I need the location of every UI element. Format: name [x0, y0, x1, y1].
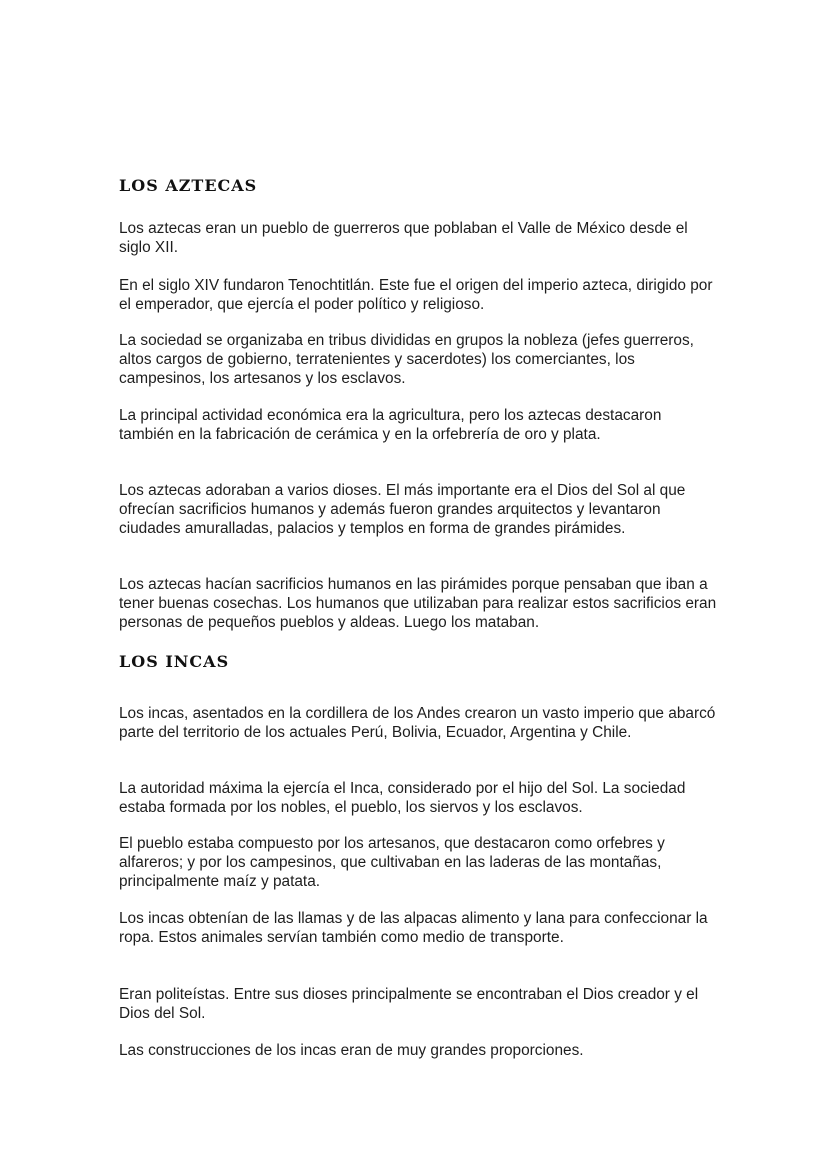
- heading-incas: LOS INCAS: [119, 652, 230, 671]
- paragraph-incas-2: La autoridad máxima la ejercía el Inca, considerado por el hijo del Sol. La sociedad estaba formada por los nobles, el pueblo, los siervos y los esclavos.: [119, 780, 686, 817]
- paragraph-incas-1: Los incas, asentados en la cordillera de los Andes crearon un vasto imperio que abarcó parte del territorio de los actuales Perú, Bolivia, Ecuador, Argentina y Chile.: [119, 705, 716, 742]
- paragraph-aztecas-4: La principal actividad económica era la agricultura, pero los aztecas destacaron también en la fabricación de cerámica y en la orfebrería de oro y plata.: [119, 407, 662, 444]
- paragraph-aztecas-1: Los aztecas eran un pueblo de guerreros que poblaban el Valle de México desde el siglo XII.: [119, 220, 688, 257]
- paragraph-incas-6: Las construcciones de los incas eran de muy grandes proporciones.: [119, 1042, 584, 1059]
- paragraph-incas-5: Eran politeístas. Entre sus dioses principalmente se encontraban el Dios creador y el Dios del Sol.: [119, 986, 699, 1023]
- paragraph-incas-3: El pueblo estaba compuesto por los artesanos, que destacaron como orfebres y alfareros; y por los campesinos, que cultivaban en las laderas de las montañas, principalmente maíz y patata.: [119, 835, 665, 891]
- paragraph-aztecas-5: Los aztecas adoraban a varios dioses. El más importante era el Dios del Sol al que ofrecían sacrificios humanos y además fueron grandes arquitectos y levantaron ciudades amuralladas, palacios y templos en forma de grandes pirámides.: [119, 482, 686, 538]
- paragraph-incas-4: Los incas obtenían de las llamas y de las alpacas alimento y lana para confeccionar la ropa. Estos animales servían también como medio de transporte.: [119, 910, 708, 947]
- heading-aztecas: LOS AZTECAS: [119, 176, 258, 195]
- paragraph-aztecas-6: Los aztecas hacían sacrificios humanos en las pirámides porque pensaban que iban a tener buenas cosechas. Los humanos que utilizaban para realizar estos sacrificios eran personas de pequeños pueblos y aldeas. Luego los mataban.: [119, 576, 717, 632]
- paragraph-aztecas-2: En el siglo XIV fundaron Tenochtitlán. Este fue el origen del imperio azteca, dirigido por el emperador, que ejercía el poder político y religioso.: [119, 277, 713, 314]
- paragraph-aztecas-3: La sociedad se organizaba en tribus divididas en grupos la nobleza (jefes guerreros, altos cargos de gobierno, terratenientes y sacerdotes) los comerciantes, los campesinos, los artesanos y los esclavos.: [119, 332, 694, 388]
